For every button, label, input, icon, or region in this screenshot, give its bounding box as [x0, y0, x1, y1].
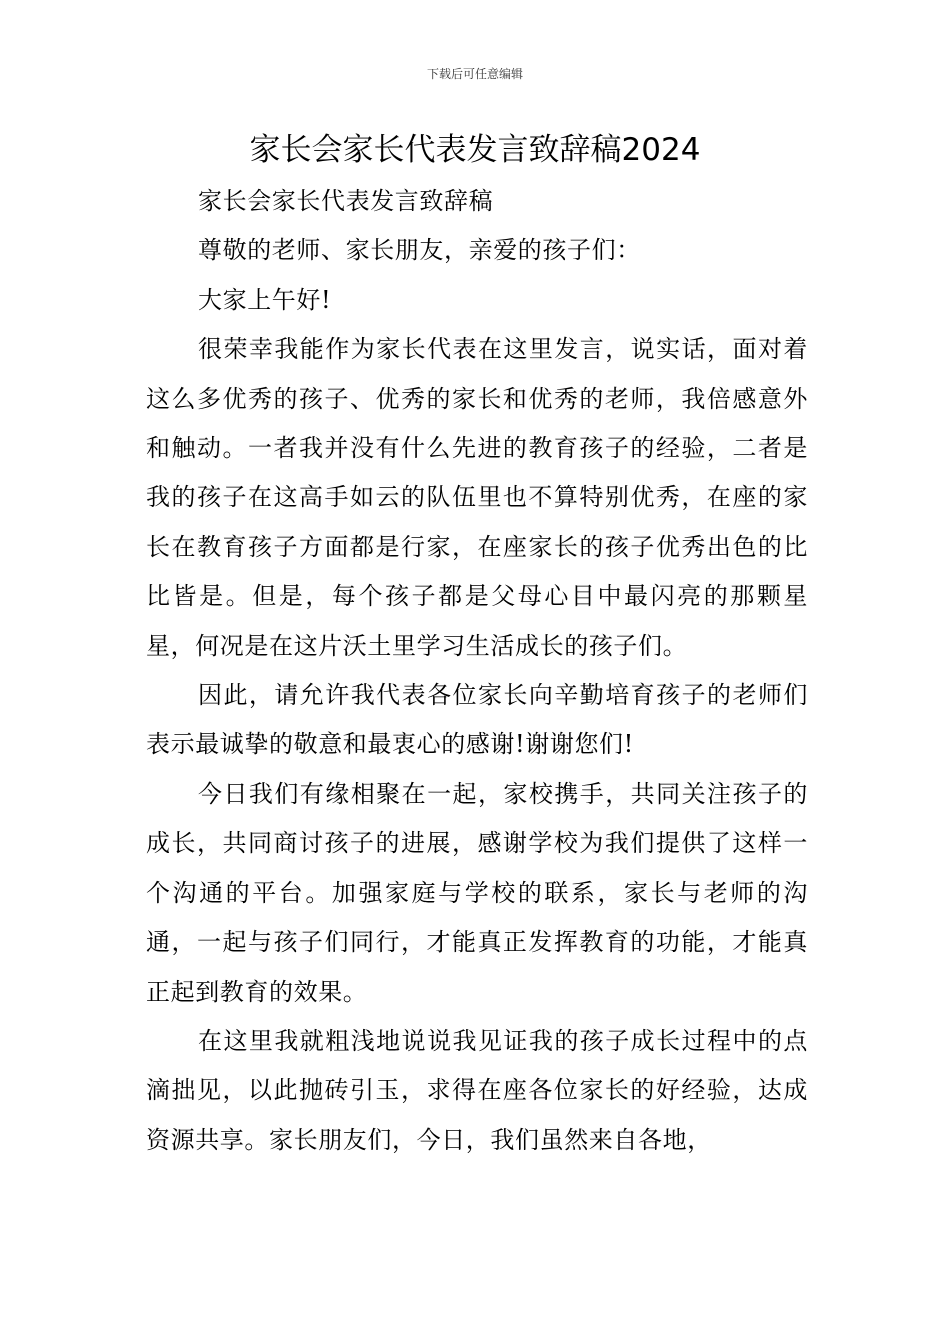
paragraph: 在这里我就粗浅地说说我见证我的孩子成长过程中的点滴拙见，以此抛砖引玉，求得在座各位家长的好经验，达成资源共享。家长朋友们，今日，我们虽然来自各地， — [146, 1026, 808, 1154]
paragraph-greeting: 大家上午好! — [198, 285, 332, 314]
document-body — [146, 177, 808, 1165]
paragraph: 很荣幸我能作为家长代表在这里发言，说实话，面对着这么多优秀的孩子、优秀的家长和优秀的老师，我倍感意外和触动。一者我并没有什么先进的教育孩子的经验，二者是我的孩子在这高手如云的队伍里也不算特别优秀，在座的家长在教育孩子方面都是行家，在座家长的孩子优秀出色的比比皆是。但是，每个孩子都是父母心目中最闪亮的那颗星星，何况是在这片沃土里学习生活成长的孩子们。 — [146, 335, 808, 660]
paragraph-salutation: 尊敬的老师、家长朋友，亲爱的孩子们： — [198, 236, 641, 265]
paragraph: 今日我们有缘相聚在一起，家校携手，共同关注孩子的成长，共同商讨孩子的进展，感谢学校为我们提供了这样一个沟通的平台。加强家庭与学校的联系，家长与老师的沟通，一起与孩子们同行，才能真正发挥教育的功能，才能真正起到教育的效果。 — [146, 779, 808, 1006]
paragraph: 因此，请允许我代表各位家长向辛勤培育孩子的老师们表示最诚挚的敬意和最衷心的感谢!谢谢您们! — [146, 681, 808, 759]
header-note: 下载后可任意编辑 — [426, 67, 523, 81]
document-title: 家长会家长代表发言致辞稿2024 — [249, 132, 701, 168]
paragraph-subtitle: 家长会家长代表发言致辞稿 — [198, 187, 494, 215]
